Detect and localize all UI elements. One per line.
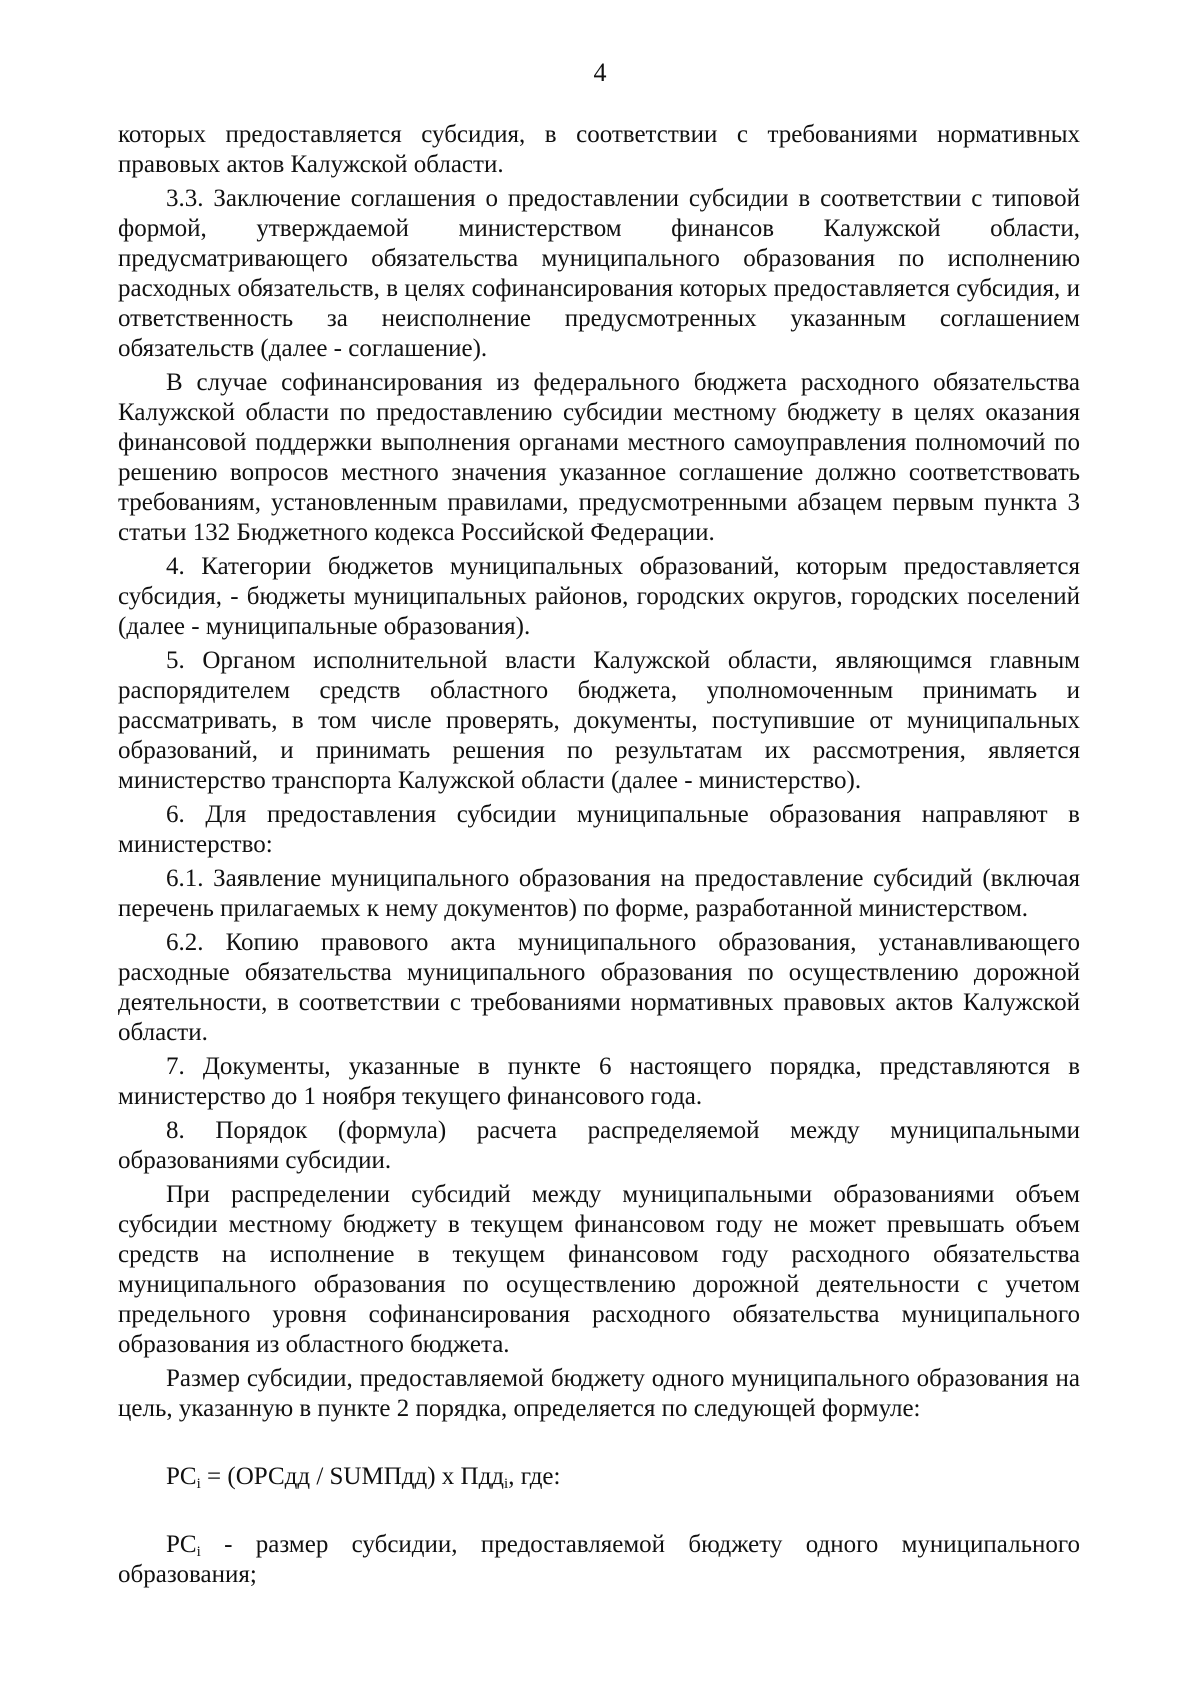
- paragraph: В случае софинансирования из федерального бюджета расходного обязательства Калужской области по предоставлению субсидии местному бюджету в целях оказания финансовой поддержки выполнения органами местного самоуправления полномочий по решению вопросов местного значения указанное соглашение должно соответствовать требованиям, установленным правилами, предусмотренными абзацем первым пункта 3 статьи 132 Бюджетного кодекса Российской Федерации.: [118, 369, 1080, 546]
- definition-symbol: PC: [166, 1531, 197, 1558]
- paragraph: Размер субсидии, предоставляемой бюджету одного муниципального образования на цель, указанную в пункте 2 порядка, определяется по следующей формуле:: [118, 1365, 1080, 1422]
- formula: [118, 1462, 1080, 1492]
- paragraph: 6. Для предоставления субсидии муниципальные образования направляют в министерство:: [118, 801, 1080, 858]
- paragraph: 7. Документы, указанные в пункте 6 настоящего порядка, представляются в министерство до 1 ноября текущего финансового года.: [118, 1053, 1080, 1110]
- formula-tail: , где:: [508, 1463, 561, 1490]
- paragraph: При распределении субсидий между муниципальными образованиями объем субсидии местному бюджету в текущем финансовом году не может превышать объем средств на исполнение в текущем финансовом году расходного обязательства муниципального образования по осуществлению дорожной деятельности с учетом предельного уровня софинансирования расходного обязательства муниципального образования из областного бюджета.: [118, 1181, 1080, 1358]
- paragraph: 4. Категории бюджетов муниципальных образований, которым предоставляется субсидия, - бюджеты муниципальных районов, городских округов, городских поселений (далее - муниципальные образования).: [118, 553, 1080, 640]
- formula-lhs-subscript: i: [196, 1476, 201, 1492]
- formula-middle: = (ОРСдд / SUMПдд) х Пдд: [200, 1463, 505, 1490]
- document-body: [118, 120, 1080, 1590]
- page-number: 4: [593, 58, 607, 87]
- formula-middle-subscript: i: [504, 1476, 509, 1492]
- paragraph: 6.1. Заявление муниципального образования на предоставление субсидий (включая перечень прилагаемых к нему документов) по форме, разработанной министерством.: [118, 865, 1080, 922]
- paragraph: 6.2. Копию правового акта муниципального образования, устанавливающего расходные обязательства муниципального образования по осуществлению дорожной деятельности, в соответствии с требованиями нормативных правовых актов Калужской области.: [118, 929, 1080, 1046]
- formula-lhs: PC: [166, 1463, 197, 1490]
- definition-symbol-subscript: i: [196, 1544, 201, 1560]
- paragraph: 8. Порядок (формула) расчета распределяемой между муниципальными образованиями субсидии.: [118, 1117, 1080, 1174]
- paragraph: 3.3. Заключение соглашения о предоставлении субсидии в соответствии с типовой формой, утверждаемой министерством финансов Калужской области, предусматривающего обязательства муниципального образования по исполнению расходных обязательств, в целях софинансирования которых предоставляется субсидия, и ответственность за неисполнение предусмотренных указанным соглашением обязательств (далее - соглашение).: [118, 185, 1080, 362]
- paragraph: которых предоставляется субсидия, в соответствии с требованиями нормативных правовых актов Калужской области.: [118, 121, 1080, 178]
- definition-text: - размер субсидии, предоставляемой бюджету одного муниципального образования;: [118, 1531, 1080, 1588]
- paragraph: 5. Органом исполнительной власти Калужской области, являющимся главным распорядителем средств областного бюджета, уполномоченным принимать и рассматривать, в том числе проверять, документы, поступившие от муниципальных образований, и принимать решения по результатам их рассмотрения, является министерство транспорта Калужской области (далее - министерство).: [118, 647, 1080, 794]
- definition: [118, 1530, 1080, 1590]
